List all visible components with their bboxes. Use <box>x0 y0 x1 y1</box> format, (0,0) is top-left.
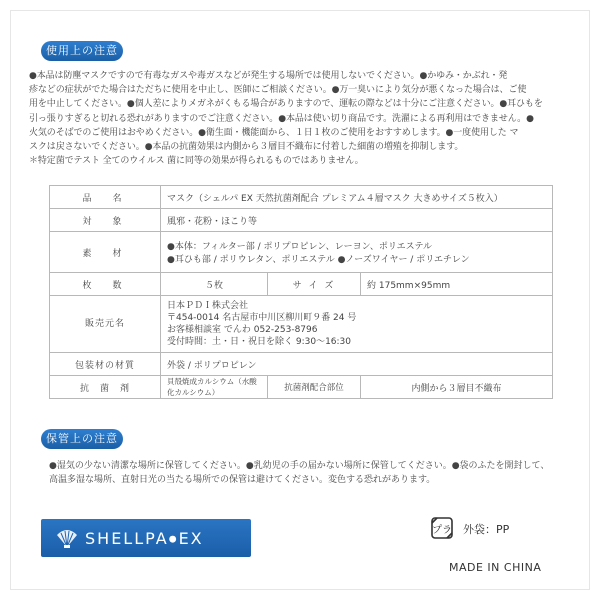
storage-line: 高温多湿な場所、直射日光の当たる場所での保管は避けてください。変色する恐れがあります。 <box>49 475 436 485</box>
usage-precautions-text <box>29 69 581 168</box>
product-label-page <box>10 10 590 590</box>
spec-row-antibacterial <box>50 376 553 399</box>
spec-value-size: 約 175mm×95mm <box>361 273 553 296</box>
country-of-origin: MADE IN CHINA <box>449 561 542 574</box>
usage-line: 火気のそばでのご使用はおやめください。●衛生面・機能面から、１日１枚のご使用をおすすめします。●一度使用した マ <box>29 127 519 138</box>
spec-row-count <box>50 273 553 296</box>
material-line: ●耳ひも部 / ポリウレタン、ポリエステル ●ノーズワイヤー / ポリエチレン <box>167 255 470 265</box>
spec-value <box>161 232 553 273</box>
storage-line: ●湿気の少ない清潔な場所に保管してください。●乳幼児の手の届かない場所に保管してください。●袋のふたを開封して、 <box>49 461 550 471</box>
svg-text:プラ: プラ <box>432 525 452 536</box>
seller-line: 受付時間：土・日・祝日を除く 9:30～16:30 <box>167 337 352 347</box>
spec-label: 販売元名 <box>50 296 161 353</box>
spec-value: 貝殻焼成カルシウム（水酸化カルシウム） <box>161 376 268 399</box>
storage-precautions-heading: 保管上の注意 <box>41 429 123 449</box>
spec-row-material <box>50 232 553 273</box>
seller-line: 〒454-0014 名古屋市中川区柳川町９番 24 号 <box>167 313 357 323</box>
usage-line: 疹などの症状がでた場合はただちに使用を中止し、医師にご相談ください。●万一臭いにより気分が悪くなった場合は、ご使 <box>29 85 527 96</box>
spec-value: マスク（シェルパ EX 天然抗菌剤配合 プレミアム４層マスク 大きめサイズ５枚入） <box>161 186 553 209</box>
brand-name: SHELLPA●EX <box>85 528 204 548</box>
spec-row-target <box>50 209 553 232</box>
packaging-material-label: 外袋：PP <box>463 523 510 536</box>
seller-line: お客様相談室 でんわ 052-253-8796 <box>167 325 318 335</box>
usage-footnote: ＊特定菌でテスト 全てのウイルス 菌に同等の効果が得られるものではありません。 <box>29 156 364 167</box>
spec-value: ５枚 <box>161 273 268 296</box>
usage-line: 引っ張りすぎると切れる恐れがありますのでご注意ください。●本品は使い切り商品です。洗濯による再利用はできません。● <box>29 113 534 124</box>
usage-line: スクは戻さないでください。●本品の抗菌効果は内側から３層目不織布に付着した細菌の増殖を抑制します。 <box>29 142 464 153</box>
spec-label: 品 名 <box>50 186 161 209</box>
pura-recycle-icon <box>429 515 455 541</box>
spec-label: 素 材 <box>50 232 161 273</box>
brand-logo <box>41 519 251 557</box>
spec-value <box>161 296 553 353</box>
spec-row-packaging <box>50 353 553 376</box>
spec-row-seller <box>50 296 553 353</box>
storage-precautions-text <box>49 459 569 487</box>
shell-icon <box>55 527 79 549</box>
spec-row-product-name <box>50 186 553 209</box>
seller-line: 日本ＰＤＩ株式会社 <box>167 301 249 311</box>
spec-label: 枚 数 <box>50 273 161 296</box>
usage-line: ●本品は防塵マスクですので有毒なガスや毒ガスなどが発生する場所では使用しないでください。●かゆみ・かぶれ・発 <box>29 71 508 81</box>
material-line: ●本体：フィルター部 / ポリプロピレン、レーヨン、ポリエステル <box>167 242 433 252</box>
spec-label-size: サ イ ズ <box>268 273 361 296</box>
spec-label-position: 抗菌剤配合部位 <box>268 376 361 399</box>
product-spec-table <box>49 185 553 399</box>
usage-precautions-heading: 使用上の注意 <box>41 41 123 61</box>
spec-label: 対 象 <box>50 209 161 232</box>
usage-line: 用を中止してください。●個人差によりメガネがくもる場合がありますので、運転の際などは十分にご注意ください。●耳ひもを <box>29 99 543 110</box>
spec-value: 外袋 / ポリプロピレン <box>161 353 553 376</box>
spec-label: 包装材の材質 <box>50 353 161 376</box>
spec-value: 風邪・花粉・ほこり等 <box>161 209 553 232</box>
spec-value-position: 内側から３層目不織布 <box>361 376 553 399</box>
spec-label: 抗 菌 剤 <box>50 376 161 399</box>
